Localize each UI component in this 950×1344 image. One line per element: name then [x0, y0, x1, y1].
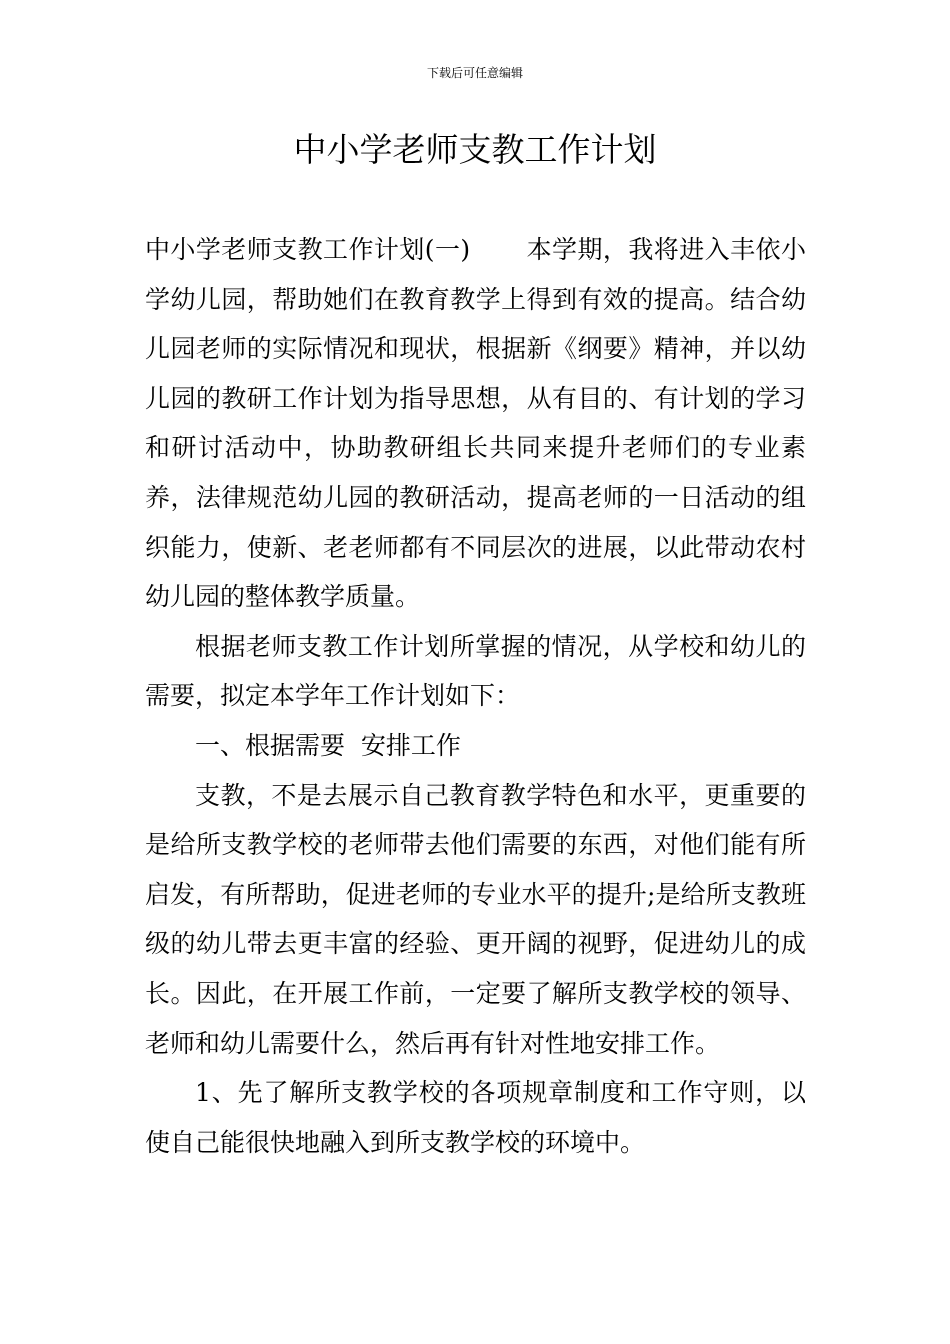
paragraph: 支教，不是去展示自己教育教学特色和水平，更重要的是给所支教学校的老师带去他们需要的东西，对他们能有所启发，有所帮助，促进老师的专业水平的提升;是给所支教班级的幼儿带去更丰富的经验、更开阔的视野，促进幼儿的成长。因此，在开展工作前，一定要了解所支教学校的领导、老师和幼儿需要什么，然后再有针对性地安排工作。: [145, 780, 806, 1058]
section-heading: 一、根据需要 安排工作: [195, 730, 461, 760]
document-body: [145, 225, 806, 1167]
intro-text: 本学期，我将进入丰依小学幼儿园，帮助她们在教育教学上得到有效的提高。结合幼儿园老师的实际情况和现状，根据新《纲要》精神，并以幼儿园的教研工作计划为指导思想，从有目的、有计划的学习和研讨活动中，协助教研组长共同来提升老师们的专业素养，法律规范幼儿园的教研活动，提高老师的一日活动的组织能力，使新、老老师都有不同层次的进展，以此带动农村幼儿园的整体教学质量。: [145, 235, 806, 612]
paragraph: 1、先了解所支教学校的各项规章制度和工作守则，以使自己能很快地融入到所支教学校的环境中。: [145, 1078, 806, 1157]
header-note: 下载后可任意编辑: [426, 66, 523, 80]
intro-subtitle: 中小学老师支教工作计划(一): [145, 235, 471, 264]
document-title: 中小学老师支教工作计划: [293, 130, 657, 169]
paragraph: 根据老师支教工作计划所掌握的情况，从学校和幼儿的需要，拟定本学年工作计划如下：: [145, 631, 806, 711]
intro-paragraph: [145, 225, 806, 622]
